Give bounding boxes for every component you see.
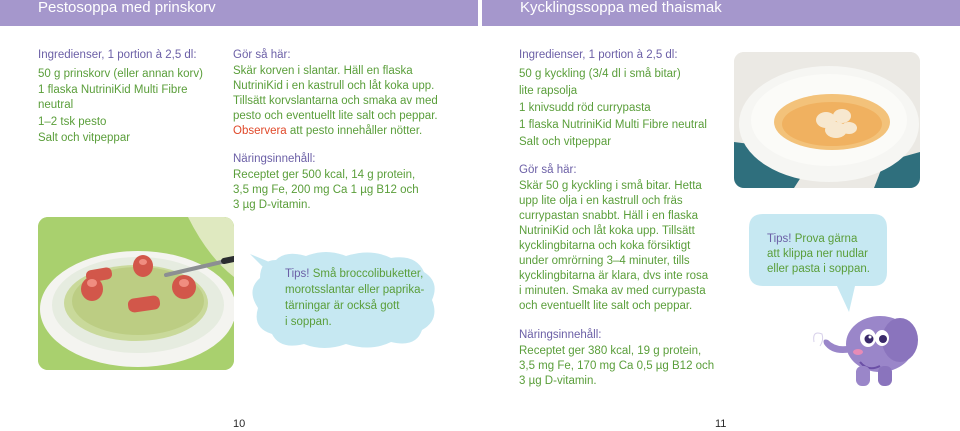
right-method-line: och eventuellt lite salt och peppar. (519, 300, 693, 312)
left-method-line: Skär korven i slantar. Häll en flaska (233, 65, 413, 77)
right-tip-line: att klippa ner nudlar (767, 248, 869, 260)
left-page-title: Pestosoppa med prinskorv (38, 0, 216, 16)
right-tip-line (767, 232, 857, 248)
chicken-soup-photo (734, 52, 920, 188)
left-nutrition-line: 3,5 mg Fe, 200 mg Ca 1 µg B12 och (233, 184, 419, 196)
left-nutrition-line: 3 µg D-vitamin. (233, 199, 311, 211)
pesto-bowl-icon (38, 217, 234, 370)
right-header-bar (482, 0, 960, 26)
right-method-line: under omrörning 3–4 minuter, tills (519, 255, 690, 267)
left-tip-text: Små broccolibuketter, (309, 268, 424, 280)
left-ingredient: neutral (38, 99, 74, 111)
right-method-heading: Gör så här: (519, 164, 577, 176)
warning-text: att pesto innehåller nötter. (286, 125, 423, 137)
right-ingredient: 1 knivsudd röd currypasta (519, 102, 651, 114)
right-page-number: 11 (715, 418, 727, 430)
left-ingredient: 50 g prinskorv (eller annan korv) (38, 68, 203, 80)
elephant-icon (808, 300, 928, 396)
left-ingredients-heading: Ingredienser, 1 portion à 2,5 dl: (38, 49, 197, 61)
right-method-line: i minuten. Smaka av med currypasta (519, 285, 706, 297)
left-method-line: NutriniKid i en kastrull och låt koka upp. (233, 80, 435, 92)
left-tip-line (285, 267, 423, 283)
right-nutrition-line: Receptet ger 380 kcal, 19 g protein, (519, 345, 702, 357)
right-method-line: upp lite olja i en kastrull och fräs (519, 195, 683, 207)
right-nutrition-line: 3 µg D-vitamin. (519, 375, 597, 387)
left-tip-bubble (246, 250, 440, 352)
left-nutrition-line: Receptet ger 500 kcal, 14 g protein, (233, 169, 416, 181)
left-ingredient: 1 flaska NutriniKid Multi Fibre (38, 84, 188, 96)
left-nutrition-heading: Näringsinnehåll: (233, 153, 316, 165)
right-ingredient: 50 g kyckling (3/4 dl i små bitar) (519, 68, 681, 80)
left-method-heading: Gör så här: (233, 49, 291, 61)
right-ingredients-heading: Ingredienser, 1 portion à 2,5 dl: (519, 49, 678, 61)
right-method-line: Skär 50 g kyckling i små bitar. Hetta (519, 180, 702, 192)
right-nutrition-heading: Näringsinnehåll: (519, 329, 602, 341)
left-tip-label: Tips! (285, 268, 310, 280)
left-ingredient: Salt och vitpeppar (38, 132, 131, 144)
left-page-number: 10 (233, 418, 246, 430)
left-method-line: Tillsätt korvslantarna och smaka av med (233, 95, 438, 107)
left-tip-line: morotsslantar eller paprika- (285, 284, 425, 296)
left-tip-line: i soppan. (285, 316, 332, 328)
right-tip-line: eller pasta i soppan. (767, 263, 870, 275)
right-tip-label: Tips! (767, 233, 792, 245)
right-tip-text: Prova gärna (791, 233, 858, 245)
curry-bowl-icon (734, 52, 920, 188)
right-method-line: kycklingbitarna och koka försiktigt (519, 240, 691, 252)
right-nutrition-line: 3,5 mg Fe, 170 mg Ca 0,5 µg B12 och (519, 360, 715, 372)
right-page-title: Kycklingssoppa med thaismak (520, 0, 722, 16)
pesto-soup-photo (38, 217, 234, 370)
right-ingredient: 1 flaska NutriniKid Multi Fibre neutral (519, 119, 707, 131)
right-ingredient: lite rapsolja (519, 85, 578, 97)
left-ingredient: 1–2 tsk pesto (38, 116, 107, 128)
left-tip-line: tärningar är också gott (285, 300, 400, 312)
left-warning-line (233, 124, 422, 140)
right-method-line: NutriniKid och låt koka upp. Tillsätt (519, 225, 695, 237)
elephant-mascot (808, 300, 928, 396)
right-tip-bubble (747, 212, 889, 314)
left-method-line: pesto och eventuellt lite salt och peppar. (233, 110, 438, 122)
right-method-line: kycklingbitarna är klara, dvs inte rosa (519, 270, 709, 282)
left-header-bar (0, 0, 478, 26)
right-method-line: currypastan snabbt. Häll i en flaska (519, 210, 698, 222)
right-ingredient: Salt och vitpeppar (519, 136, 612, 148)
warning-label: Observera (233, 125, 287, 137)
